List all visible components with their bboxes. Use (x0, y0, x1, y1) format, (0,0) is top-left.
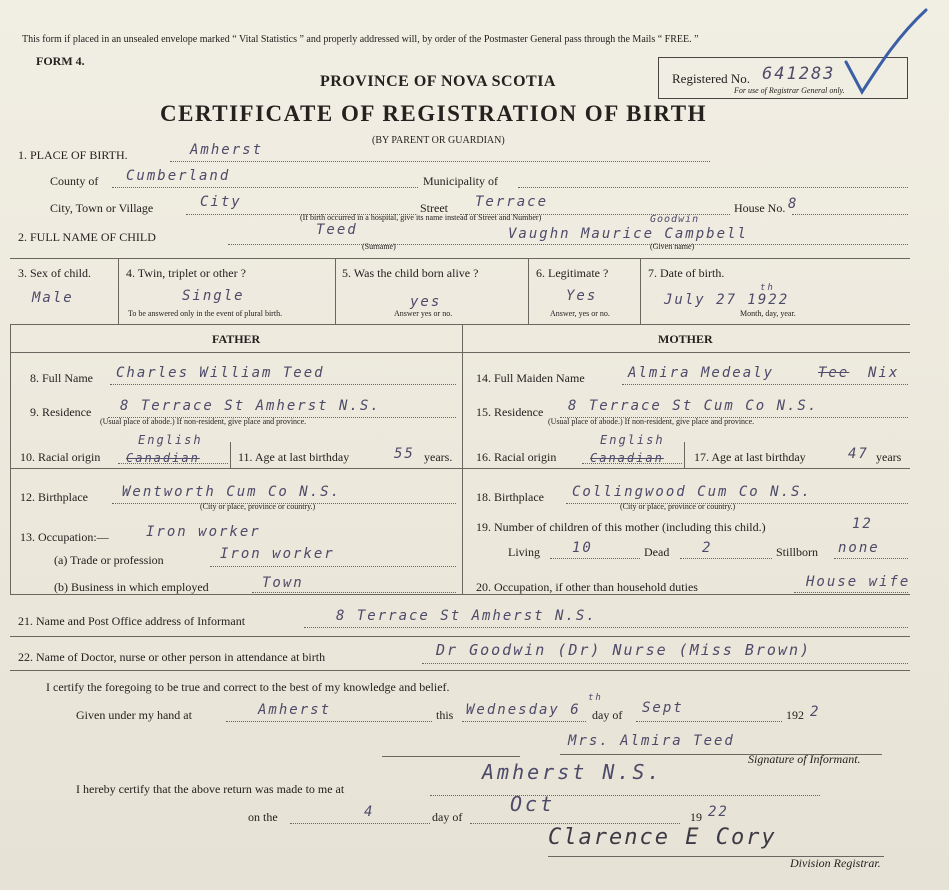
mother-residence-note: (Usual place of abode.) If non-resident, give place and province. (548, 417, 755, 426)
page-subtitle: (BY PARENT OR GUARDIAN) (372, 135, 505, 146)
certify-statement: I certify the foregoing to be true and correct to the best of my knowledge and belief. (46, 680, 450, 694)
mother-name-label: 14. Full Maiden Name (476, 371, 585, 385)
page-title: CERTIFICATE OF REGISTRATION OF BIRTH (160, 101, 707, 126)
return-label: I hereby certify that the above return was made to me at (76, 782, 345, 796)
father-birthplace-value: Wentworth Cum Co N.S. (122, 484, 342, 500)
month2-value: Oct (510, 792, 556, 816)
mother-age-unit: years (876, 450, 902, 464)
sex-label: 3. Sex of child. (18, 266, 91, 280)
mother-birthplace-value: Collingwood Cum Co N.S. (572, 484, 812, 500)
living-label: Living (508, 545, 540, 559)
surname-caption: (Surname) (362, 242, 396, 251)
living-value: 10 (572, 540, 593, 556)
father-residence-note: (Usual place of abode.) If non-resident, give place and province. (100, 417, 307, 426)
mother-children-label: 19. Number of children of this mother (including this child.) (476, 520, 766, 534)
father-heading: FATHER (212, 332, 261, 346)
father-birthplace-note: (City or place, province or country.) (200, 502, 316, 511)
father-business-label: (b) Business in which employed (54, 580, 209, 594)
city-label: City, Town or Village (50, 201, 154, 215)
child-given-name: Vaughn Maurice Campbell (508, 226, 748, 242)
father-age-value: 55 (394, 446, 415, 462)
return-place: Amherst N.S. (482, 760, 663, 784)
signature-caption: Signature of Informant. (748, 752, 861, 766)
province-heading: PROVINCE OF NOVA SCOTIA (320, 73, 556, 90)
father-business-value: Town (262, 575, 304, 591)
father-racial-label: 10. Racial origin (20, 450, 101, 464)
registrar-signature: Clarence E Cory (548, 825, 777, 850)
hospital-note: (If birth occurred in a hospital, give its name instead of Street and Number) (300, 213, 542, 222)
checkmark-icon (840, 6, 930, 98)
father-racial-value: English (138, 433, 203, 447)
on-label: on the (248, 810, 278, 824)
doctor-label: 22. Name of Doctor, nurse or other person in attendance at birth (18, 650, 326, 664)
child-surname: Teed (316, 222, 358, 238)
mother-birthplace-note: (City or place, province or country.) (620, 502, 736, 511)
place-of-birth-value: Amherst (190, 142, 264, 158)
informant-label: 21. Name and Post Office address of Informant (18, 614, 246, 628)
father-trade-value: Iron worker (220, 546, 335, 562)
mother-racial-struck: Canadian (590, 451, 664, 465)
date-note: Month, day, year. (740, 309, 796, 318)
given-label: Given under my hand at (76, 708, 192, 722)
city-value: City (200, 194, 242, 210)
mother-racial-label: 16. Racial origin (476, 450, 557, 464)
registrar-caption: Division Registrar. (790, 856, 881, 870)
county-label: County of (50, 174, 99, 188)
legitimate-label: 6. Legitimate ? (536, 266, 609, 280)
mother-age-value: 47 (848, 446, 869, 462)
father-occupation-label: 13. Occupation:— (20, 530, 109, 544)
father-name-value: Charles William Teed (116, 365, 325, 381)
on-value: 4 (364, 804, 375, 820)
father-name-label: 8. Full Name (30, 371, 93, 385)
dead-value: 2 (702, 540, 713, 556)
stillborn-value: none (838, 540, 880, 556)
this-sup: th (588, 693, 603, 703)
street-value: Terrace (475, 194, 549, 210)
mother-name-suffix: Nix (868, 365, 900, 381)
twin-value: Single (182, 288, 245, 304)
child-name-label: 2. FULL NAME OF CHILD (18, 230, 156, 244)
alive-value: yes (410, 294, 442, 310)
dead-label: Dead (644, 545, 670, 559)
registered-label: Registered No. (672, 71, 750, 86)
date-of-birth-sup: th (760, 283, 775, 293)
given-caption: (Given name) (650, 242, 695, 251)
mother-name-value: Almira Medealy (628, 365, 775, 381)
father-age-unit: years. (424, 450, 453, 464)
father-residence-label: 9. Residence (30, 405, 92, 419)
day-of-label: day of (592, 708, 623, 722)
day-of2-label: day of (432, 810, 463, 824)
year-value: 2 (810, 704, 821, 720)
mother-heading: MOTHER (658, 332, 713, 346)
registrar-use-note: For use of Registrar General only. (734, 86, 845, 95)
registered-number: 641283 (762, 64, 836, 84)
house-label: House No. (734, 201, 786, 215)
mother-residence-value: 8 Terrace St Cum Co N.S. (568, 398, 819, 414)
father-trade-label: (a) Trade or profession (54, 553, 164, 567)
year-prefix: 192 (786, 708, 804, 722)
mother-age-label: 17. Age at last birthday (694, 450, 806, 464)
legitimate-note: Answer, yes or no. (550, 309, 610, 318)
alive-note: Answer yes or no. (394, 309, 453, 318)
alive-label: 5. Was the child born alive ? (342, 266, 479, 280)
father-racial-struck: Canadian (126, 451, 200, 465)
father-birthplace-label: 12. Birthplace (20, 490, 88, 504)
father-residence-value: 8 Terrace St Amherst N.S. (120, 398, 381, 414)
mother-name-struck: Tee (818, 365, 850, 381)
form-number: FORM 4. (36, 54, 85, 68)
mother-occupation-label: 20. Occupation, if other than household duties (476, 580, 698, 594)
doctor-value: Dr Goodwin (Dr) Nurse (Miss Brown) (436, 641, 812, 659)
sex-value: Male (32, 290, 74, 306)
father-age-label: 11. Age at last birthday (238, 450, 350, 464)
mailing-notice: This form if placed in an unsealed envelope marked “ Vital Statistics ” and properly addressed will, by order of the Postmaster General pass through the Mails “ FREE. ” (22, 34, 699, 45)
father-occupation-value: Iron worker (146, 524, 261, 540)
mother-occupation-value: House wife (806, 574, 911, 590)
house-value: 8 (788, 196, 799, 212)
this-value: Wednesday 6 (466, 702, 581, 718)
street-label: Street (420, 201, 448, 215)
date-of-birth-label: 7. Date of birth. (648, 266, 725, 280)
county-value: Cumberland (126, 168, 231, 184)
given-place: Amherst (258, 702, 332, 718)
mother-children-value: 12 (852, 516, 873, 532)
child-given-insert: Goodwin (650, 214, 700, 225)
date-of-birth-value: July 27 1922 (664, 292, 790, 308)
stillborn-label: Stillborn (776, 545, 819, 559)
twin-label: 4. Twin, triplet or other ? (126, 266, 246, 280)
twin-note: To be answered only in the event of plural birth. (128, 309, 283, 318)
mother-residence-label: 15. Residence (476, 405, 544, 419)
place-of-birth-label: 1. PLACE OF BIRTH. (18, 148, 128, 162)
mother-racial-value: English (600, 433, 665, 447)
legitimate-value: Yes (566, 288, 598, 304)
informant-value: 8 Terrace St Amherst N.S. (336, 608, 597, 624)
month-value: Sept (642, 700, 684, 716)
mother-birthplace-label: 18. Birthplace (476, 490, 544, 504)
year2-value: 22 (708, 804, 729, 820)
year2-prefix: 19 (690, 810, 702, 824)
municipality-label: Municipality of (423, 174, 498, 188)
informant-signature: Mrs. Almira Teed (568, 733, 735, 749)
this-label: this (436, 708, 454, 722)
